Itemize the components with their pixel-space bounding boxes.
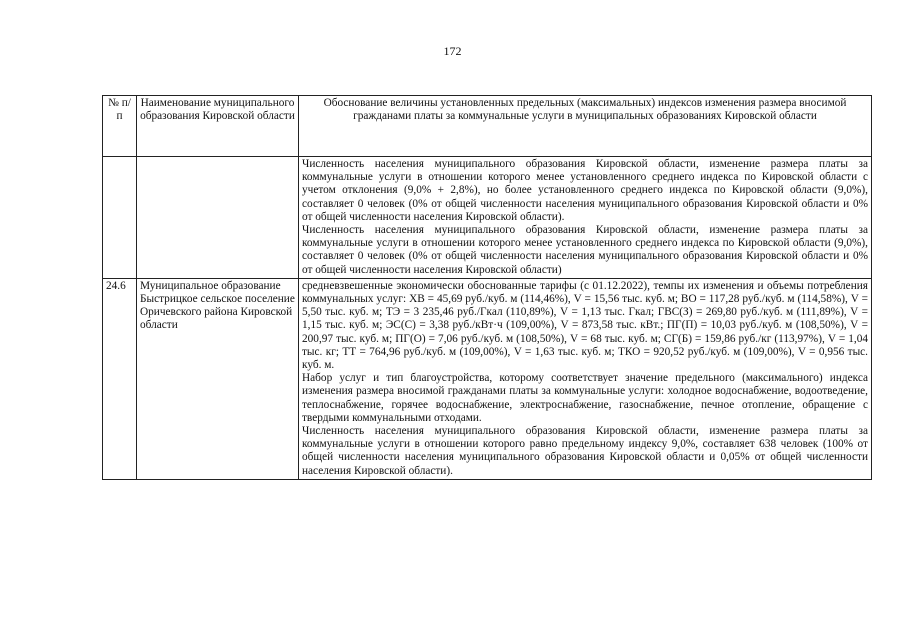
row-name: Муниципальное образование Быстрицкое сельское поселение Оричевского района Кировской области: [137, 278, 299, 479]
row-num: [103, 157, 137, 279]
row-paragraph: Численность населения муниципального образования Кировской области, изменение размера платы за коммунальные услуги в отношении которого менее установленного среднего индекса по Кировской области (9,0%), составляет 0 человек (0% от общей численности населения муниципального образования Кировской области и 0% от общей численности населения Кировской области): [302, 224, 868, 276]
header-text: Обоснование величины установленных предельных (максимальных) индексов изменения размера вносимой гражданами платы за коммунальные услуги в муниципальных образованиях Кировской области: [299, 96, 872, 157]
row-paragraph: Численность населения муниципального образования Кировской области, изменение размера платы за коммунальные услуги в отношении которого равно предельному индексу 9,0%, составляет 638 человек (100% от общей численности населения муниципального образования Кировской области и 0,05% от общей численности населения Кировской области).: [302, 425, 868, 477]
row-paragraph: Набор услуг и тип благоустройства, которому соответствует значение предельного (максимального) индекса изменения размера вносимой гражданами платы за коммунальные услуги: холодное водоснабжение, водоотведение, теплоснабжение, горячее водоснабжение, электроснабжение, газоснабжение, печное отопление, обращение с твердыми коммунальными отходами.: [302, 372, 868, 424]
row-text: [299, 278, 872, 479]
header-num: № п/п: [103, 96, 137, 157]
row-num: 24.6: [103, 278, 137, 479]
table-row: [103, 278, 872, 479]
row-text: [299, 157, 872, 279]
row-name: [137, 157, 299, 279]
page-number: 172: [443, 44, 462, 58]
table-row: [103, 157, 872, 279]
tariff-justification-table: [102, 95, 872, 480]
table-header-row: [103, 96, 872, 157]
header-name: Наименование муниципального образования Кировской области: [137, 96, 299, 157]
row-paragraph: Численность населения муниципального образования Кировской области, изменение размера платы за коммунальные услуги в отношении которого менее установленного среднего индекса по Кировской области с учетом отклонения (9,0% + 2,8%), но более установленного среднего индекса по Кировской области (9,0%), составляет 0 человек (0% от общей численности населения муниципального образования Кировской области и 0% от общей численности населения Кировской области).: [302, 158, 868, 223]
row-paragraph: средневзвешенные экономически обоснованные тарифы (с 01.12.2022), темпы их изменения и объемы потребления коммунальных услуг: ХВ = 45,69 руб./куб. м (114,46%), V = 15,56 тыс. куб. м; ВО = 117,28 руб./куб. м (114,58%), V = 5,50 тыс. куб. м; ТЭ = 3 235,46 руб./Гкал (110,89%), V = 1,13 тыс. Гкал; ГВС(З) = 269,80 руб./куб. м (111,89%), V = 1,15 тыс. куб. м; ЭС(С) = 3,38 руб./кВт·ч (109,00%), V = 873,58 тыс. кВт.; ПГ(П) = 10,03 руб./куб. м (108,50%), V = 200,97 тыс. куб. м; ПГ(О) = 7,06 руб./куб. м (108,50%), V = 68 тыс. куб. м; СГ(Б) = 159,86 руб./кг (113,97%), V = 1,04 тыс. кг; ТТ = 764,96 руб./куб. м (109,00%), V = 1,63 тыс. куб. м; ТКО = 920,52 руб./куб. м (109,00%), V = 0,956 тыс. куб. м.: [302, 279, 868, 372]
